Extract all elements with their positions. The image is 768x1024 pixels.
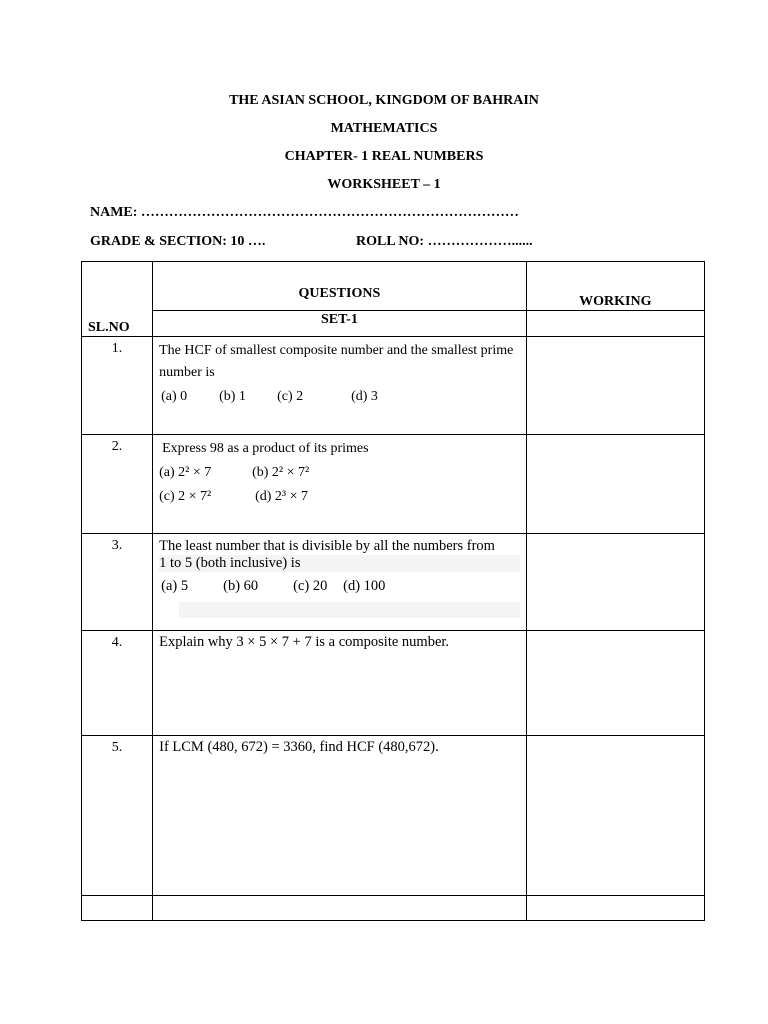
question-cell	[153, 337, 527, 435]
worksheet-table	[81, 261, 705, 921]
shaded-answer-area	[179, 602, 520, 618]
option: (b) 2² × 7²	[252, 465, 310, 480]
subject-title: MATHEMATICS	[330, 121, 438, 136]
working-cell-set[interactable]	[526, 311, 704, 337]
option: (a) 5	[161, 578, 189, 594]
empty-cell[interactable]	[153, 896, 527, 921]
empty-cell	[82, 896, 153, 921]
question-text: Explain why 3 × 5 × 7 + 7 is a composite number.	[159, 634, 450, 650]
roll-no-field[interactable]: ROLL NO: ………………......	[356, 234, 533, 249]
empty-cell[interactable]	[526, 896, 704, 921]
option: (a) 2² × 7	[159, 465, 212, 480]
options-line	[159, 485, 520, 509]
question-cell	[153, 534, 527, 631]
option: (b) 1	[219, 389, 246, 404]
col-header-questions: QUESTIONS	[153, 262, 527, 311]
table-row	[82, 631, 705, 736]
options-line	[159, 461, 520, 485]
option: (c) 2 × 7²	[159, 489, 212, 504]
option: (d) 100	[343, 578, 386, 594]
option: (d) 2³ × 7	[255, 489, 309, 504]
option: (d) 3	[351, 389, 378, 404]
options-line	[159, 574, 520, 598]
question-text: The least number that is divisible by all the numbers from	[159, 538, 495, 554]
working-cell[interactable]	[526, 435, 704, 534]
set-label: SET-1	[153, 311, 527, 337]
options-line	[159, 385, 520, 409]
table-row	[82, 534, 705, 631]
col-header-slno: SL.NO	[82, 262, 153, 337]
table-row	[82, 896, 705, 921]
table-row	[82, 337, 705, 435]
table-row	[82, 435, 705, 534]
col-header-working: WORKING	[526, 262, 704, 311]
question-text: The HCF of smallest composite number and the smallest prime	[159, 343, 514, 358]
question-cell	[153, 631, 527, 736]
question-text: number is	[159, 365, 215, 380]
question-text: If LCM (480, 672) = 3360, find HCF (480,672).	[159, 739, 439, 755]
question-text: 1 to 5 (both inclusive) is	[159, 555, 520, 572]
working-cell[interactable]	[526, 534, 704, 631]
table-row	[82, 736, 705, 896]
option: (c) 2	[277, 389, 304, 404]
question-number: 2.	[82, 435, 153, 534]
option: (c) 20	[293, 578, 328, 594]
working-cell[interactable]	[526, 736, 704, 896]
working-cell[interactable]	[526, 631, 704, 736]
question-text: Express 98 as a product of its primes	[162, 441, 369, 456]
chapter-title: CHAPTER- 1 REAL NUMBERS	[284, 149, 484, 164]
question-number: 5.	[82, 736, 153, 896]
question-number: 4.	[82, 631, 153, 736]
option: (b) 60	[223, 578, 259, 594]
grade-section-field[interactable]: GRADE & SECTION: 10 ….	[90, 234, 266, 249]
question-number: 3.	[82, 534, 153, 631]
working-cell[interactable]	[526, 337, 704, 435]
worksheet-title: WORKSHEET – 1	[327, 177, 441, 192]
option: (a) 0	[161, 389, 188, 404]
question-number: 1.	[82, 337, 153, 435]
question-cell	[153, 736, 527, 896]
name-field[interactable]: NAME: ………………………………………………………………………	[90, 205, 519, 220]
question-cell	[153, 435, 527, 534]
school-title: THE ASIAN SCHOOL, KINGDOM OF BAHRAIN	[229, 93, 539, 108]
